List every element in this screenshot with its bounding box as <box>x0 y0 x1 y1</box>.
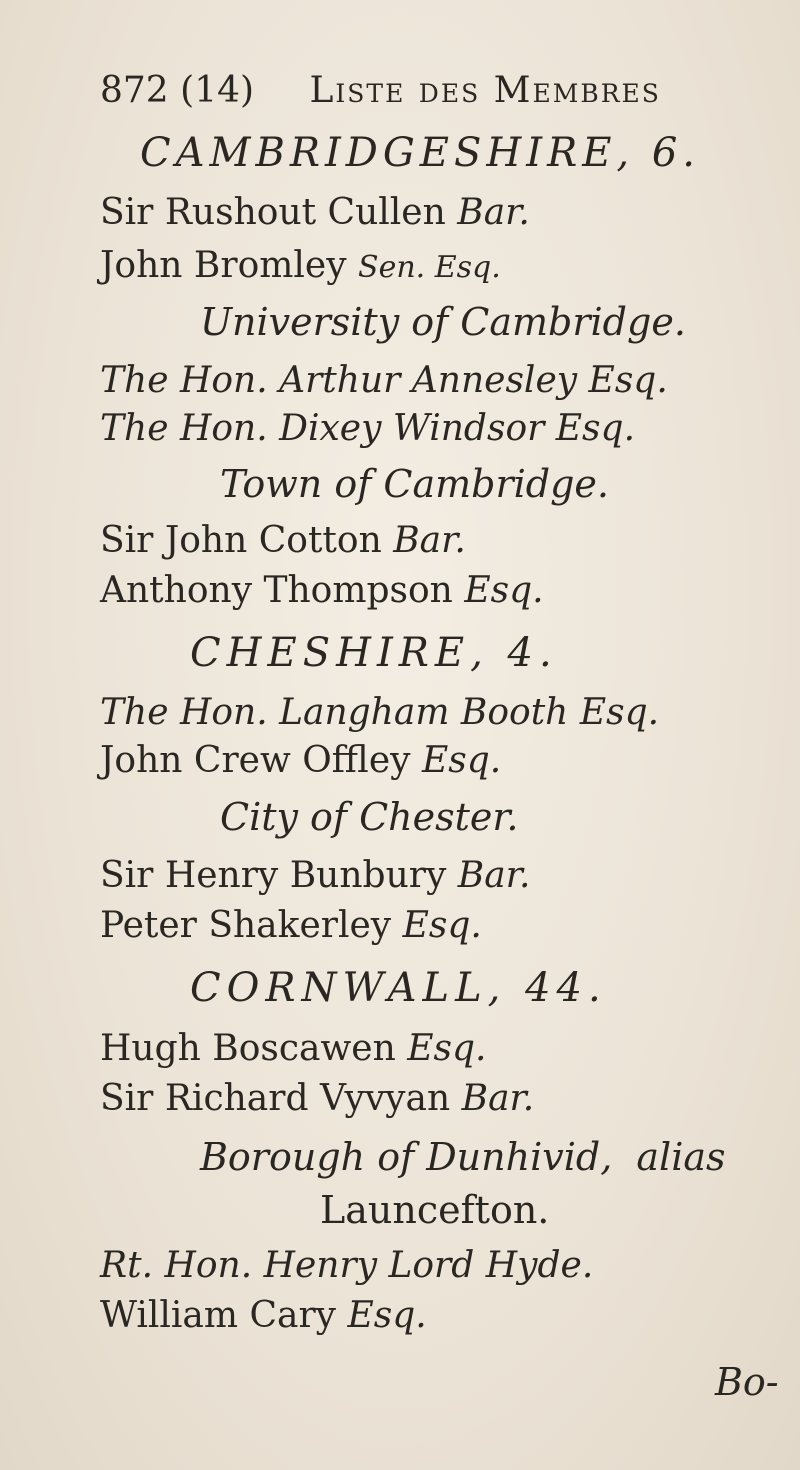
member-john-cotton: Sir John Cotton Bar. <box>100 520 466 561</box>
constituency-town-of-cambridge: Town of Cambridge. <box>220 462 609 506</box>
member-anthony-thompson: Anthony Thompson Esq. <box>100 570 544 611</box>
member-john-crew-offley: John Crew Offley Esq. <box>100 740 502 781</box>
member-henry-bunbury: Sir Henry Bunbury Bar. <box>100 855 531 896</box>
running-title: Liste des Membres <box>309 70 661 111</box>
member-john-bromley: John Bromley Sen. Esq. <box>100 245 501 286</box>
member-dixey-windsor: The Hon. Dixey Windsor Esq. <box>100 408 636 449</box>
member-peter-shakerley: Peter Shakerley Esq. <box>100 905 482 946</box>
county-heading-cornwall: CORNWALL, 44. <box>190 965 607 1011</box>
member-langham-booth: The Hon. Langham Booth Esq. <box>100 692 660 733</box>
constituency-city-of-chester: City of Chester. <box>220 795 519 839</box>
member-henry-lord-hyde: Rt. Hon. Henry Lord Hyde. <box>100 1245 594 1286</box>
constituency-borough-of-dunhivid: Borough of Dunhivid, alias <box>200 1135 726 1179</box>
county-heading-cheshire: CHESHIRE, 4. <box>190 630 558 676</box>
member-william-cary: William Cary Esq. <box>100 1295 427 1336</box>
constituency-launcefton: Launcefton. <box>320 1188 550 1232</box>
member-arthur-annesley: The Hon. Arthur Annesley Esq. <box>100 360 668 401</box>
county-heading-cambridgeshire: CAMBRIDGESHIRE, 6. <box>140 130 700 176</box>
member-richard-vyvyan: Sir Richard Vyvyan Bar. <box>100 1078 535 1119</box>
member-hugh-boscawen: Hugh Boscawen Esq. <box>100 1028 487 1069</box>
folio-number: 872 (14) <box>100 70 255 111</box>
catchword: Bo- <box>715 1360 779 1404</box>
member-rushout-cullen: Sir Rushout Cullen Bar. <box>100 192 530 233</box>
page-header <box>100 70 661 111</box>
constituency-university-of-cambridge: University of Cambridge. <box>200 300 686 344</box>
